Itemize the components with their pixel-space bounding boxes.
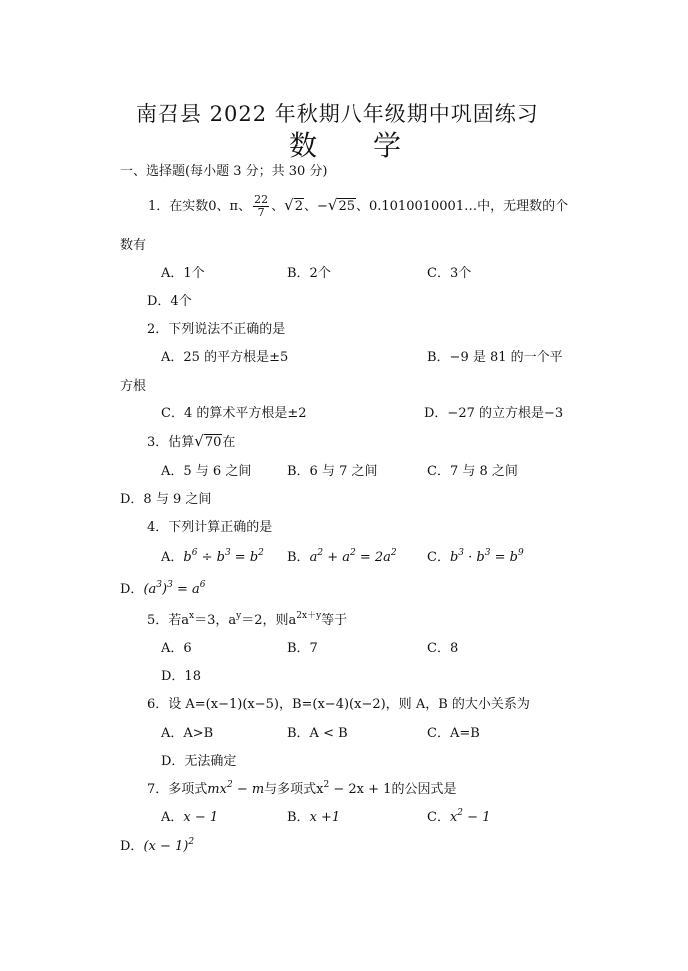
q7-c-rest: − 1 [463, 810, 491, 825]
sqrt-70-arg: 70 [204, 435, 222, 450]
q4-option-c [427, 550, 524, 566]
sqrt-70: √70 [194, 432, 222, 450]
q5-part3: ＝2，则a [241, 613, 297, 628]
q4-d-paren: ) [162, 582, 168, 597]
q7-part2: 与多项式x [264, 782, 324, 797]
q4-label-b: B． [287, 550, 310, 565]
q4-option-a [161, 550, 264, 566]
q4-b-exp2: 2 [349, 548, 356, 558]
question-4: 4．下列计算正确的是 [147, 520, 273, 535]
q1-suffix: 、0.1010010001…中，无理数的个 [355, 199, 569, 214]
q4-d-exp2: 3 [167, 580, 173, 590]
q4-a-eq: = b [230, 550, 259, 565]
q7-label-c: C． [427, 810, 450, 825]
q7-option-c [427, 810, 490, 826]
q4-d-exp3: 6 [199, 580, 206, 590]
question-5 [147, 613, 347, 629]
q6-option-b: B．A < B [287, 726, 348, 741]
q2-option-b: B．−9 是 81 的一个平 [427, 350, 563, 365]
q1-sep1: 、 [271, 199, 285, 214]
sqrt-2-arg: 2 [294, 199, 303, 214]
q4-a-exp1: 6 [191, 548, 198, 558]
fraction-denominator: 7 [257, 206, 265, 219]
q5-exp-x: x [189, 611, 195, 621]
q7-label-b: B． [287, 810, 310, 825]
q7-part1: 7．多项式 [147, 782, 208, 797]
q4-b-exp1: 2 [317, 548, 324, 558]
q4-label-d: D． [120, 582, 144, 597]
q7-a-expr: x − 1 [183, 810, 219, 825]
q7-label-d: D． [120, 839, 144, 854]
question-2: 2．下列说法不正确的是 [147, 322, 286, 337]
q4-c-exp2: 3 [484, 548, 491, 558]
q4-b-exp3: 2 [390, 548, 397, 558]
q2-option-d: D．−27 的立方根是−3 [424, 406, 564, 421]
q7-label-a: A． [161, 810, 184, 825]
q1-option-b: B．2个 [287, 266, 331, 281]
q5-option-c: C．8 [427, 641, 459, 656]
q7-option-d [120, 839, 194, 855]
q4-option-b [287, 550, 397, 566]
q1-option-a: A．1个 [161, 266, 205, 281]
q4-option-d [120, 582, 205, 598]
q7-d-exp: 2 [188, 837, 195, 847]
q4-c-op: · b [464, 550, 485, 565]
q6-option-a: A．A>B [161, 726, 214, 741]
subject-title: 数 学 [289, 129, 402, 162]
q1-continuation: 数有 [120, 238, 147, 253]
q4-label-a: A． [161, 550, 184, 565]
q3-option-d: D．8 与 9 之间 [120, 492, 212, 507]
q3-option-a: A．5 与 6 之间 [161, 464, 252, 479]
q7-minus-m: − m [232, 782, 265, 797]
q5-exp-y: y [236, 611, 242, 621]
q7-mx: mx [207, 782, 227, 797]
sqrt-25-arg: 25 [338, 199, 355, 214]
q1-number: 1． [148, 199, 170, 214]
page-title: 南召县 2022 年秋期八年级期中巩固练习 [136, 102, 539, 126]
q4-c-exp1: 3 [458, 548, 465, 558]
q4-c-eq: = b [490, 550, 518, 565]
q6-option-d: D．无法确定 [161, 754, 237, 769]
q5-exp-2xy: 2x＋y [296, 611, 322, 621]
q5-part1: 5．若a [147, 613, 190, 628]
sqrt-25: √25 [327, 196, 355, 214]
section-heading: 一、选择题(每小题 3 分；共 30 分) [120, 164, 328, 179]
q7-exp2: 2 [323, 780, 330, 790]
q4-a-exp2: 3 [224, 548, 231, 558]
q3-prefix: 3．估算 [147, 435, 195, 450]
q4-b-op: + a [323, 550, 350, 565]
q7-d-base: (x − 1) [143, 839, 189, 854]
question-7 [147, 782, 456, 798]
q4-a-exp3: 2 [258, 548, 264, 558]
q7-option-b [287, 810, 340, 826]
q1-prefix: 在实数0、π、 [169, 199, 252, 214]
q7-c-exp: 2 [457, 808, 464, 818]
question-3 [147, 433, 235, 451]
q5-option-b: B．7 [287, 641, 318, 656]
q7-c-base: x [449, 810, 458, 825]
q5-part2: ＝3，a [194, 613, 237, 628]
q4-b-eq: = 2a [355, 550, 391, 565]
question-6: 6．设 A=(x−1)(x−5)，B=(x−4)(x−2)，则 A，B 的大小关系为 [147, 697, 530, 712]
q4-c-base1: b [449, 550, 459, 565]
q4-label-c: C． [427, 550, 450, 565]
q4-c-exp3: 9 [517, 548, 524, 558]
q7-exp1: 2 [226, 780, 233, 790]
q4-d-base1: (a [143, 582, 157, 597]
q5-part4: 等于 [321, 613, 348, 628]
q2-option-b-cont: 方根 [120, 379, 147, 394]
q7-option-a [161, 810, 218, 826]
q7-part3: − 2x + 1的公因式是 [329, 782, 457, 797]
q1-sep2: 、− [303, 199, 328, 214]
sqrt-2: √2 [284, 196, 303, 214]
q7-b-expr: x +1 [309, 810, 341, 825]
question-1 [148, 194, 568, 219]
q3-option-c: C．7 与 8 之间 [427, 464, 518, 479]
q2-option-c: C．4 的算术平方根是±2 [161, 406, 307, 421]
q5-option-d: D．18 [161, 669, 201, 684]
fraction-22-7 [253, 194, 269, 219]
q3-option-b: B．6 与 7 之间 [287, 464, 378, 479]
q2-option-a: A．25 的平方根是±5 [161, 350, 289, 365]
q4-d-eq: = a [172, 582, 200, 597]
q4-a-op: ÷ b [197, 550, 225, 565]
q6-option-c: C．A=B [427, 726, 480, 741]
q4-a-base1: b [183, 550, 192, 565]
q1-option-c: C．3个 [427, 266, 472, 281]
q3-suffix: 在 [222, 435, 236, 450]
q1-option-d: D．4个 [147, 294, 192, 309]
q4-b-base1: a [309, 550, 318, 565]
fraction-numerator: 22 [254, 193, 269, 206]
q5-option-a: A．6 [161, 641, 192, 656]
q4-d-exp1: 3 [156, 580, 162, 590]
